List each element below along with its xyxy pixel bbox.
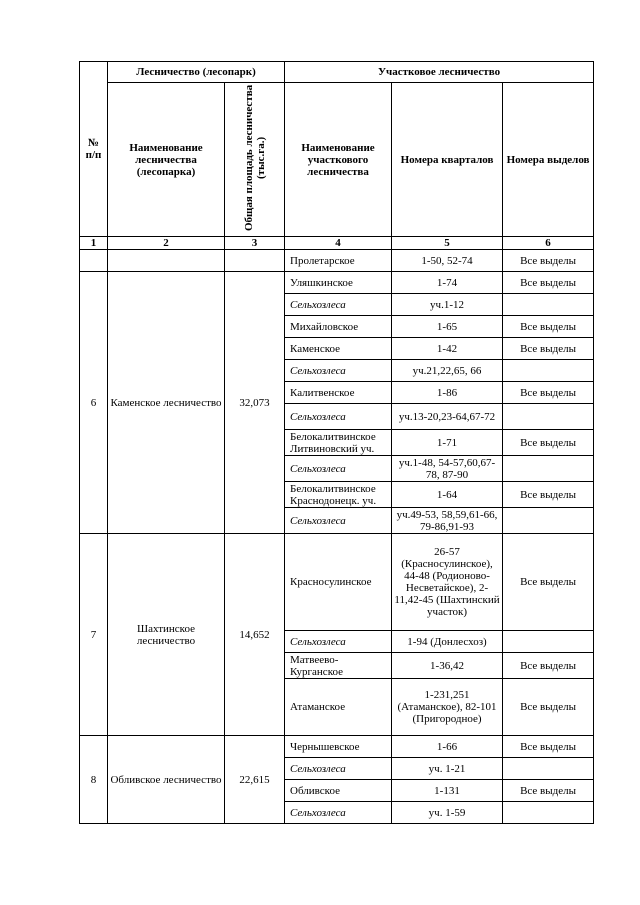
- forestry-area: 32,073: [225, 272, 285, 534]
- quarters-cell: уч.1-12: [392, 294, 503, 316]
- table-row: [80, 250, 594, 272]
- header-area-text: Общая площадь лесничества (тыс.га.): [242, 84, 267, 232]
- col-number-3: 3: [225, 237, 285, 250]
- district-cell: Атаманское: [285, 679, 392, 736]
- quarters-cell: 26-57 (Красносулинское), 44-48 (Родионово-Несветайское), 2-11,42-45 (Шахтинский участок): [392, 534, 503, 631]
- quarters-cell: 1-42: [392, 338, 503, 360]
- col-number-4: 4: [285, 237, 392, 250]
- allotments-cell: Все выделы: [503, 250, 594, 272]
- district-cell: Михайловское: [285, 316, 392, 338]
- header-area: [225, 83, 285, 237]
- district-cell: Сельхозлеса: [285, 631, 392, 653]
- allotments-cell: Все выделы: [503, 316, 594, 338]
- allotments-cell: Все выделы: [503, 382, 594, 404]
- forestry-name: Шахтинское лесничество: [108, 534, 225, 736]
- quarters-cell: 1-65: [392, 316, 503, 338]
- district-cell: Обливское: [285, 780, 392, 802]
- district-cell: Каменское: [285, 338, 392, 360]
- group-number: 6: [80, 272, 108, 534]
- header-forestry-name: Наименование лесничества (лесопарка): [108, 83, 225, 237]
- district-cell: Пролетарское: [285, 250, 392, 272]
- district-cell: Красносулинское: [285, 534, 392, 631]
- district-cell: Сельхозлеса: [285, 360, 392, 382]
- col-number-5: 5: [392, 237, 503, 250]
- quarters-cell: 1-71: [392, 430, 503, 456]
- forestry-name: Обливское лесничество: [108, 736, 225, 824]
- district-cell: Чернышевское: [285, 736, 392, 758]
- district-cell: Калитвенское: [285, 382, 392, 404]
- allotments-cell: [503, 508, 594, 534]
- district-cell: Сельхозлеса: [285, 508, 392, 534]
- empty-cell: [108, 250, 225, 272]
- forestry-name: Каменское лесничество: [108, 272, 225, 534]
- quarters-cell: уч.21,22,65, 66: [392, 360, 503, 382]
- quarters-cell: уч.13-20,23-64,67-72: [392, 404, 503, 430]
- district-cell: Уляшкинское: [285, 272, 392, 294]
- forestry-area: 14,652: [225, 534, 285, 736]
- header-allotments: Номера выделов: [503, 83, 594, 237]
- header-district-name: Наименование участкового лесничества: [285, 83, 392, 237]
- allotments-cell: [503, 456, 594, 482]
- allotments-cell: Все выделы: [503, 653, 594, 679]
- col-number-6: 6: [503, 237, 594, 250]
- allotments-cell: [503, 360, 594, 382]
- district-cell: Сельхозлеса: [285, 802, 392, 824]
- district-cell: Белокалитвинское Краснодонецк. уч.: [285, 482, 392, 508]
- allotments-cell: Все выделы: [503, 430, 594, 456]
- allotments-cell: Все выделы: [503, 338, 594, 360]
- table-row: [80, 272, 594, 294]
- quarters-cell: уч. 1-21: [392, 758, 503, 780]
- table-row: [80, 736, 594, 758]
- group-number: 8: [80, 736, 108, 824]
- district-cell: Сельхозлеса: [285, 404, 392, 430]
- quarters-cell: 1-66: [392, 736, 503, 758]
- allotments-cell: [503, 631, 594, 653]
- col-number-1: 1: [80, 237, 108, 250]
- district-cell: Белокалитвинское Литвиновский уч.: [285, 430, 392, 456]
- table-row: [80, 534, 594, 631]
- allotments-cell: Все выделы: [503, 780, 594, 802]
- district-cell: Матвеево-Курганское: [285, 653, 392, 679]
- allotments-cell: Все выделы: [503, 482, 594, 508]
- header-quarters: Номера кварталов: [392, 83, 503, 237]
- header-district-group: Участковое лесничество: [285, 62, 594, 83]
- allotments-cell: [503, 758, 594, 780]
- quarters-cell: 1-74: [392, 272, 503, 294]
- group-number: 7: [80, 534, 108, 736]
- quarters-cell: уч.1-48, 54-57,60,67-78, 87-90: [392, 456, 503, 482]
- allotments-cell: Все выделы: [503, 736, 594, 758]
- allotments-cell: [503, 404, 594, 430]
- quarters-cell: 1-131: [392, 780, 503, 802]
- allotments-cell: Все выделы: [503, 272, 594, 294]
- district-cell: Сельхозлеса: [285, 294, 392, 316]
- allotments-cell: [503, 294, 594, 316]
- quarters-cell: 1-50, 52-74: [392, 250, 503, 272]
- quarters-cell: 1-36,42: [392, 653, 503, 679]
- empty-cell: [225, 250, 285, 272]
- district-cell: Сельхозлеса: [285, 456, 392, 482]
- quarters-cell: 1-94 (Донлесхоз): [392, 631, 503, 653]
- allotments-cell: Все выделы: [503, 534, 594, 631]
- forestry-area: 22,615: [225, 736, 285, 824]
- quarters-cell: 1-64: [392, 482, 503, 508]
- col-number-2: 2: [108, 237, 225, 250]
- district-cell: Сельхозлеса: [285, 758, 392, 780]
- header-forestry-group: Лесничество (лесопарк): [108, 62, 285, 83]
- allotments-cell: Все выделы: [503, 679, 594, 736]
- quarters-cell: 1-231,251 (Атаманское), 82-101 (Пригородное): [392, 679, 503, 736]
- forestry-table: [79, 61, 594, 824]
- quarters-cell: 1-86: [392, 382, 503, 404]
- header-number: № п/п: [80, 62, 108, 237]
- empty-cell: [80, 250, 108, 272]
- quarters-cell: уч.49-53, 58,59,61-66, 79-86,91-93: [392, 508, 503, 534]
- allotments-cell: [503, 802, 594, 824]
- quarters-cell: уч. 1-59: [392, 802, 503, 824]
